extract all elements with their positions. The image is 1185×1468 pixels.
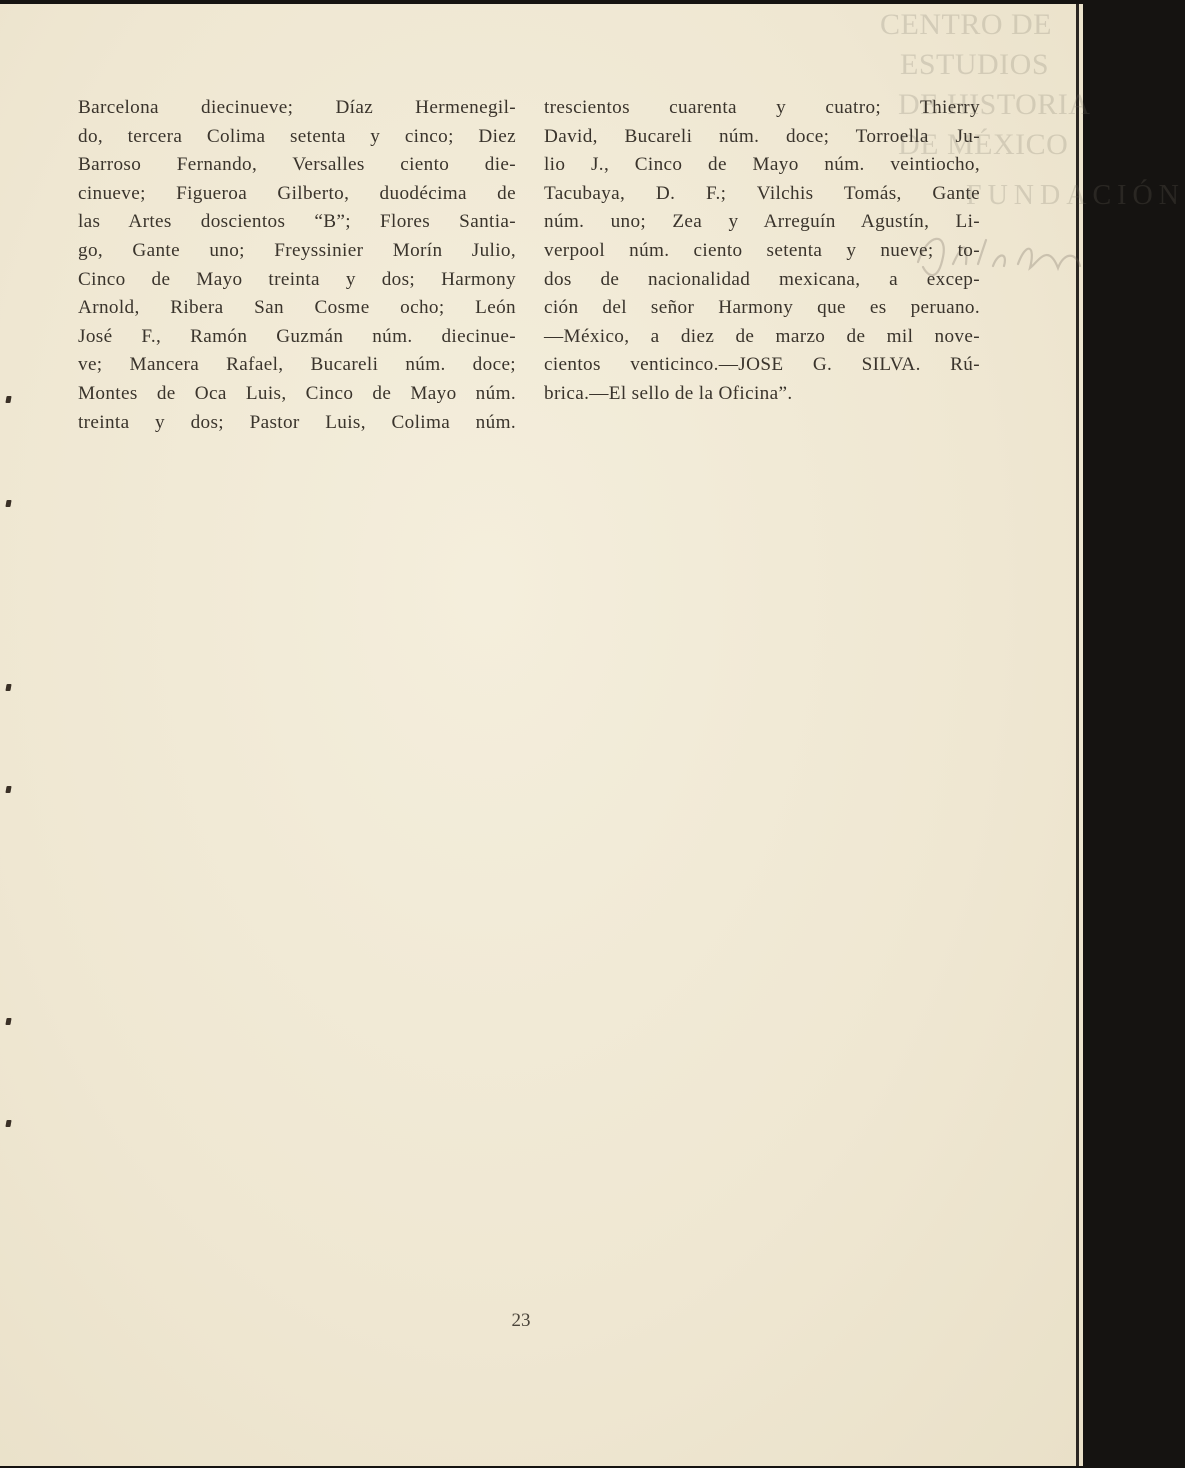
binding-mark [5, 500, 11, 507]
watermark-line: DE HISTORIA [898, 88, 1091, 121]
text-line: ción del señor Harmony que es peruano. [544, 297, 980, 319]
binding-mark [5, 1120, 11, 1127]
text-line: núm. uno; Zea y Arreguín Agustín, Li- [544, 211, 980, 233]
right-text-column [544, 94, 980, 409]
binding-mark [5, 1018, 11, 1025]
text-line: brica.—El sello de la Oficina”. [544, 382, 793, 404]
text-line: Barroso Fernando, Versalles ciento die- [78, 154, 516, 176]
page-edge-shadow [1076, 4, 1079, 1466]
text-line: ve; Mancera Rafael, Bucareli núm. doce; [78, 354, 516, 376]
page-number: 23 [511, 1310, 531, 1331]
text-line: trescientos cuarenta y cuatro; Thierry [544, 97, 980, 118]
text-line: David, Bucareli núm. doce; Torroella Ju- [544, 125, 980, 147]
binding-mark [5, 684, 11, 691]
watermark-line: FUNDACIÓN [966, 180, 1185, 211]
text-line: Cinco de Mayo treinta y dos; Harmony [78, 268, 516, 290]
left-text-column [78, 94, 516, 437]
text-line: Arnold, Ribera San Cosme ocho; León [78, 297, 516, 319]
document-page [0, 4, 1185, 1466]
text-line: Tacubaya, D. F.; Vilchis Tomás, Gante [544, 182, 980, 204]
text-line: —México, a diez de marzo de mil nove- [544, 325, 980, 347]
text-line: lio J., Cinco de Mayo núm. veintiocho, [544, 154, 980, 176]
text-line: José F., Ramón Guzmán núm. diecinue- [78, 325, 516, 347]
text-line: go, Gante uno; Freyssinier Morín Julio, [78, 239, 516, 261]
text-line: cinueve; Figueroa Gilberto, duodécima de [78, 182, 516, 204]
binding-mark [5, 396, 11, 403]
text-line: verpool núm. ciento setenta y nueve; to- [544, 239, 980, 261]
watermark-line: ESTUDIOS [900, 48, 1050, 81]
text-line: Barcelona diecinueve; Díaz Hermenegil- [78, 97, 516, 118]
watermark-line: CENTRO DE [880, 8, 1052, 41]
text-line: cientos venticinco.—JOSE G. SILVA. Rú- [544, 354, 980, 376]
text-line: Montes de Oca Luis, Cinco de Mayo núm. [78, 382, 516, 404]
watermark-line: DE MÉXICO [898, 128, 1069, 161]
text-line: dos de nacionalidad mexicana, a excep- [544, 268, 980, 290]
text-line: do, tercera Colima setenta y cinco; Diez [78, 125, 516, 147]
text-line: las Artes doscientos “B”; Flores Santia- [78, 211, 516, 233]
binding-mark [5, 786, 11, 793]
text-line: treinta y dos; Pastor Luis, Colima núm. [78, 411, 516, 433]
